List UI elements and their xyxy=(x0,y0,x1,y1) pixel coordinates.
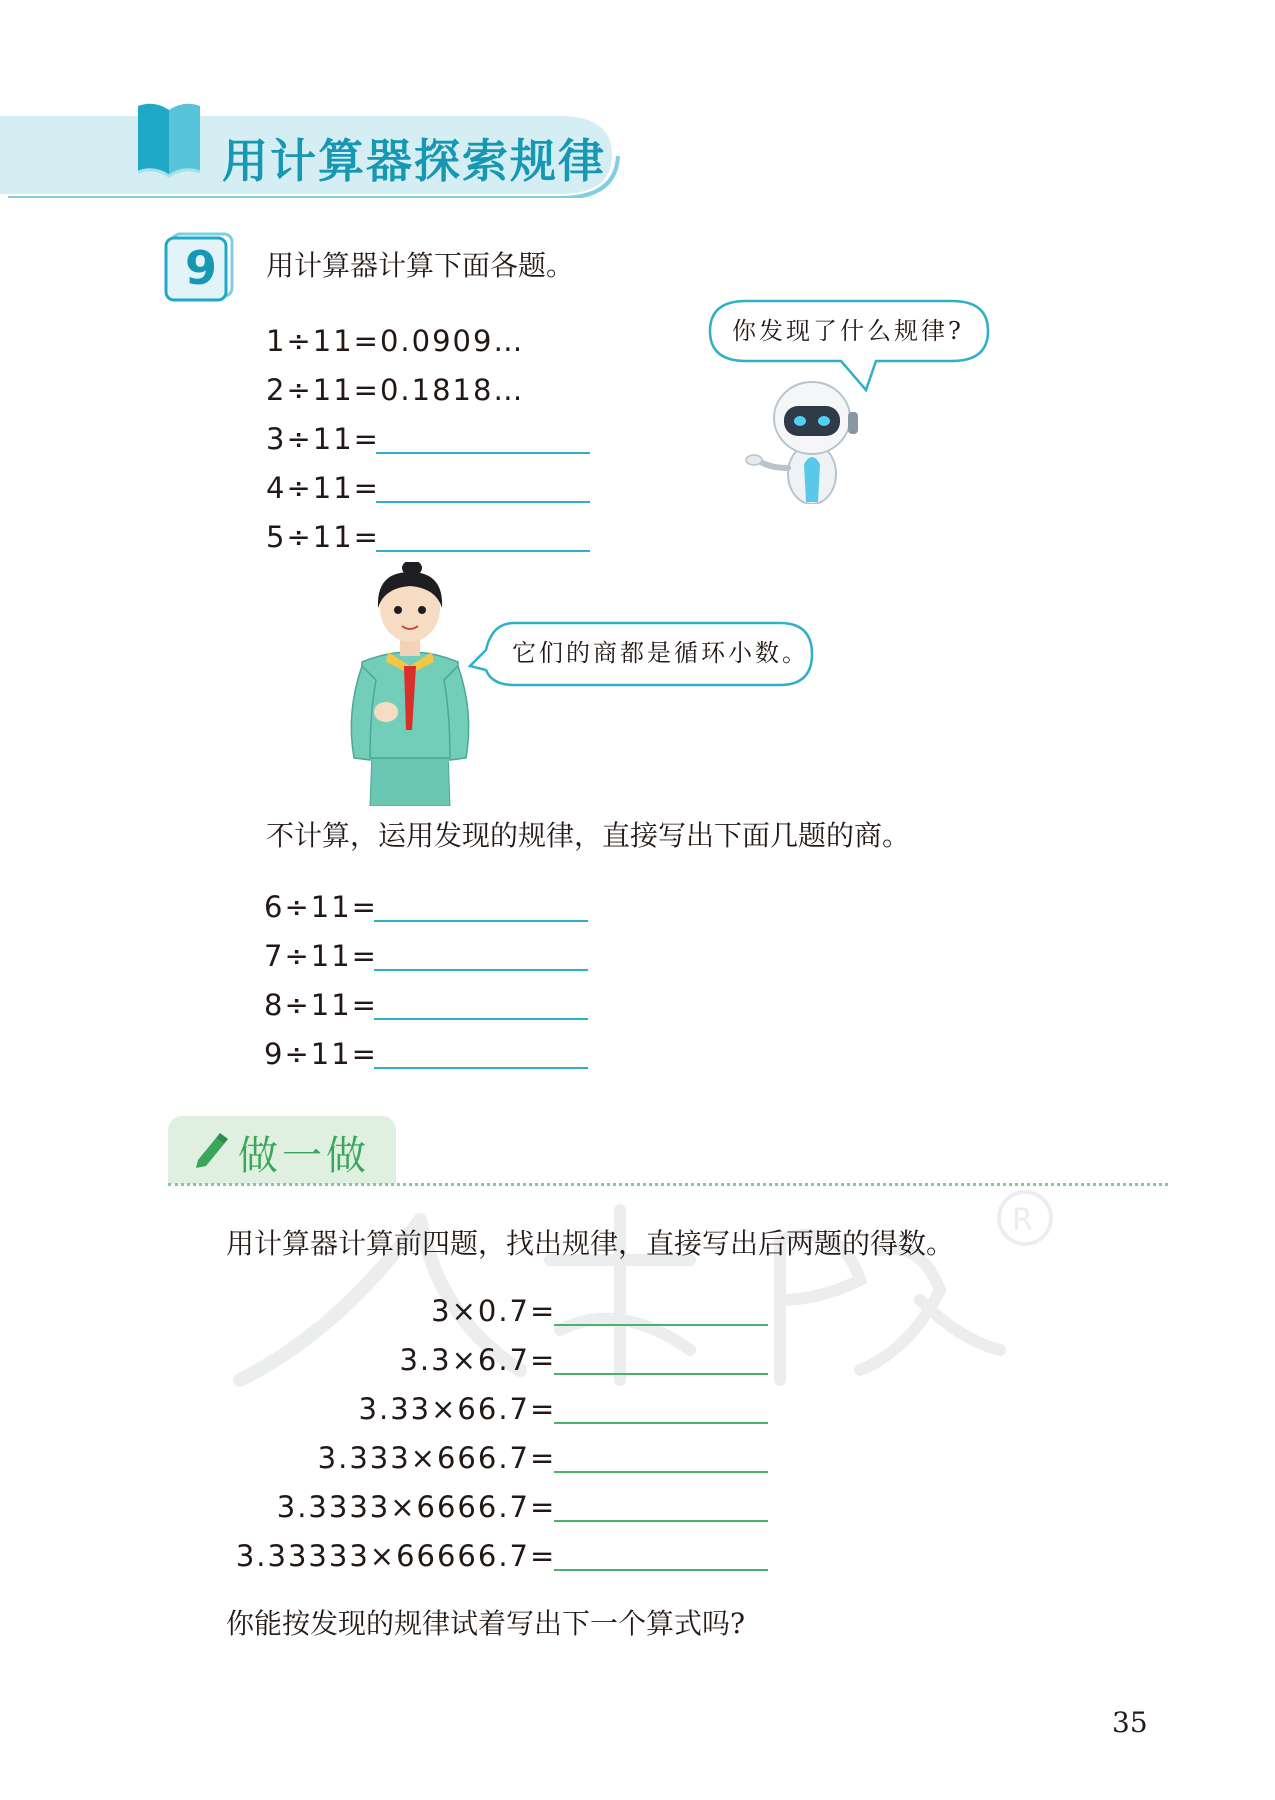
answer-blank-6[interactable] xyxy=(374,920,588,922)
followup-equation-8: 8÷11= xyxy=(264,988,378,1022)
equals-sign-4: = xyxy=(530,1441,557,1475)
robot-illustration xyxy=(744,376,866,504)
answer-blank-9[interactable] xyxy=(374,1067,588,1069)
pencil-icon xyxy=(190,1130,230,1170)
answer-blank-4[interactable] xyxy=(376,501,590,503)
girl-illustration xyxy=(340,562,480,806)
problem-instruction: 用计算器计算下面各题。 xyxy=(266,249,575,282)
followup-equation-9: 9÷11= xyxy=(264,1037,378,1071)
answer-blank-5[interactable] xyxy=(376,550,590,552)
answer-blank-7[interactable] xyxy=(374,969,588,971)
exercise-equation-3: 3.33×66.7 xyxy=(358,1392,530,1426)
section-title: 用计算器探索规律 xyxy=(222,134,606,188)
equation-5: 5÷11= xyxy=(266,520,380,554)
exercise-question: 你能按发现的规律试着写出下一个算式吗? xyxy=(226,1607,746,1640)
exercise-title: 做一做 xyxy=(238,1133,370,1179)
equals-sign-1: = xyxy=(530,1294,557,1328)
answer-blank-8[interactable] xyxy=(374,1018,588,1020)
equation-1: 1÷11=0.0909… xyxy=(266,324,525,358)
answer-blank-3[interactable] xyxy=(376,452,590,454)
equals-sign-5: = xyxy=(530,1490,557,1524)
svg-text:R: R xyxy=(1012,1203,1033,1238)
girl-bubble-text: 它们的商都是循环小数。 xyxy=(512,639,809,667)
exercise-equation-6: 3.33333×66666.7 xyxy=(235,1539,530,1573)
equation-2: 2÷11=0.1818… xyxy=(266,373,525,407)
equals-sign-2: = xyxy=(530,1343,557,1377)
equation-4: 4÷11= xyxy=(266,471,380,505)
followup-equation-7: 7÷11= xyxy=(264,939,378,973)
equals-sign-6: = xyxy=(530,1539,557,1573)
robot-bubble-text: 你发现了什么规律? xyxy=(732,317,964,345)
exercise-instruction: 用计算器计算前四题，找出规律，直接写出后两题的得数。 xyxy=(226,1227,955,1260)
exercise-blank-1[interactable] xyxy=(554,1324,768,1326)
exercise-equation-4: 3.333×666.7 xyxy=(317,1441,530,1475)
exercise-blank-4[interactable] xyxy=(554,1471,768,1473)
publisher-watermark xyxy=(220,1180,1080,1400)
exercise-blank-6[interactable] xyxy=(554,1569,768,1571)
exercise-blank-3[interactable] xyxy=(554,1422,768,1424)
exercise-blank-2[interactable] xyxy=(554,1373,768,1375)
followup-equation-6: 6÷11= xyxy=(264,890,378,924)
followup-instruction: 不计算，运用发现的规律，直接写出下面几题的商。 xyxy=(266,819,911,852)
page-number: 35 xyxy=(1112,1706,1148,1739)
exercise-blank-5[interactable] xyxy=(554,1520,768,1522)
problem-number: 9 xyxy=(184,241,217,295)
equation-3: 3÷11= xyxy=(266,422,380,456)
exercise-equation-1: 3×0.7 xyxy=(431,1294,530,1328)
equals-sign-3: = xyxy=(530,1392,557,1426)
exercise-equation-2: 3.3×6.7 xyxy=(399,1343,530,1377)
book-icon xyxy=(134,100,204,180)
exercise-equation-5: 3.3333×6666.7 xyxy=(276,1490,530,1524)
